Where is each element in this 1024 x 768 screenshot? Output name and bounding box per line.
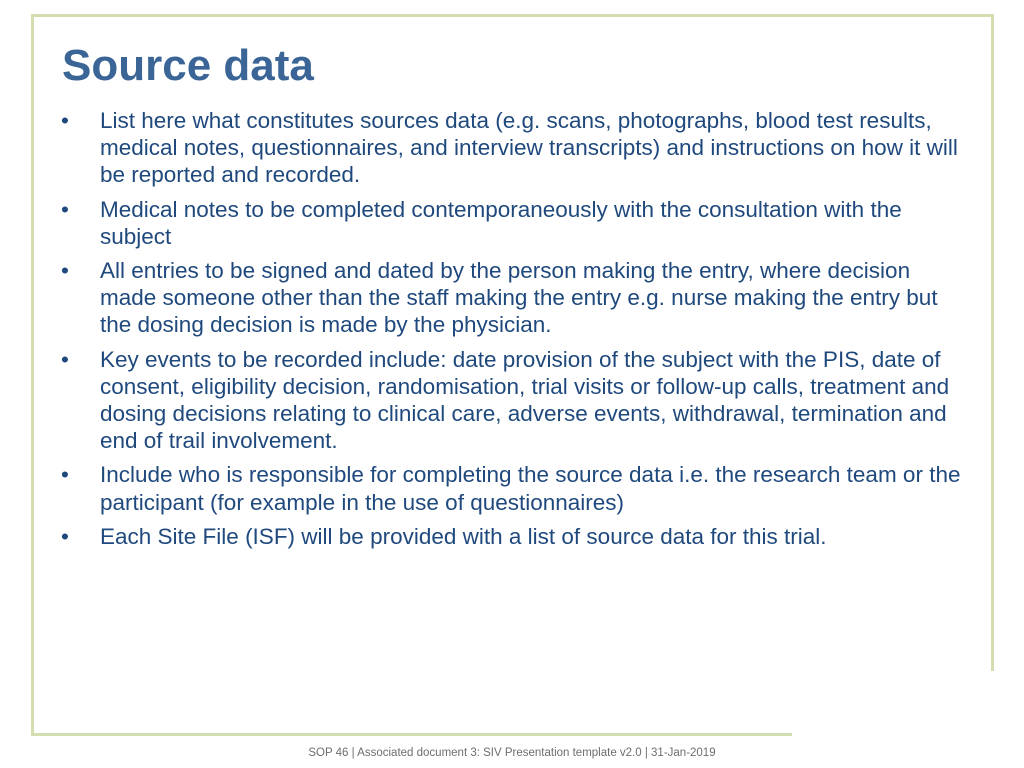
bullet-text: Medical notes to be completed contemporaneously with the consultation with the subject bbox=[100, 196, 902, 249]
bullet-item-medical-notes bbox=[58, 196, 968, 250]
bullet-text: Each Site File (ISF) will be provided with a list of source data for this trial. bbox=[100, 523, 827, 549]
bullet-text: All entries to be signed and dated by the person making the entry, where decision made someone other than the staff making the entry e.g. nurse making the entry but the dosing decision is made by the physician. bbox=[100, 258, 938, 338]
bullet-icon: • bbox=[61, 523, 69, 549]
bullet-item-responsibility bbox=[58, 461, 968, 515]
slide-footer: SOP 46 | Associated document 3: SIV Presentation template v2.0 | 31-Jan-2019 bbox=[308, 747, 716, 759]
bullet-item-source-data-definition bbox=[58, 107, 968, 189]
frame-top-border bbox=[31, 14, 994, 17]
bullet-item-site-file bbox=[58, 523, 968, 550]
bullet-item-signed-entries bbox=[58, 257, 968, 339]
slide-title: Source data bbox=[62, 41, 314, 90]
bullet-icon: • bbox=[61, 108, 69, 133]
bullet-icon: • bbox=[61, 196, 69, 222]
frame-bottom-border bbox=[31, 733, 792, 736]
frame-left-border bbox=[31, 14, 34, 736]
bullet-icon: • bbox=[61, 462, 69, 488]
bullet-item-key-events bbox=[58, 346, 968, 455]
bullet-list bbox=[58, 107, 968, 557]
bullet-icon: • bbox=[61, 258, 69, 284]
bullet-text: Key events to be recorded include: date provision of the subject with the PIS, date of consent, eligibility decision, randomisation, trial visits or follow-up calls, treatment and dosing decisions relating to clinical care, adverse events, withdrawal, termination and end of trail involvement. bbox=[100, 346, 950, 454]
bullet-icon: • bbox=[61, 346, 69, 372]
bullet-text: List here what constitutes sources data (e.g. scans, photographs, blood test results, medical notes, questionnaires, and interview transcripts) and instructions on how it will be reported and recorded. bbox=[100, 108, 958, 188]
bullet-text: Include who is responsible for completing the source data i.e. the research team or the participant (for example in the use of questionnaires) bbox=[100, 462, 961, 515]
frame-right-border bbox=[991, 14, 994, 671]
